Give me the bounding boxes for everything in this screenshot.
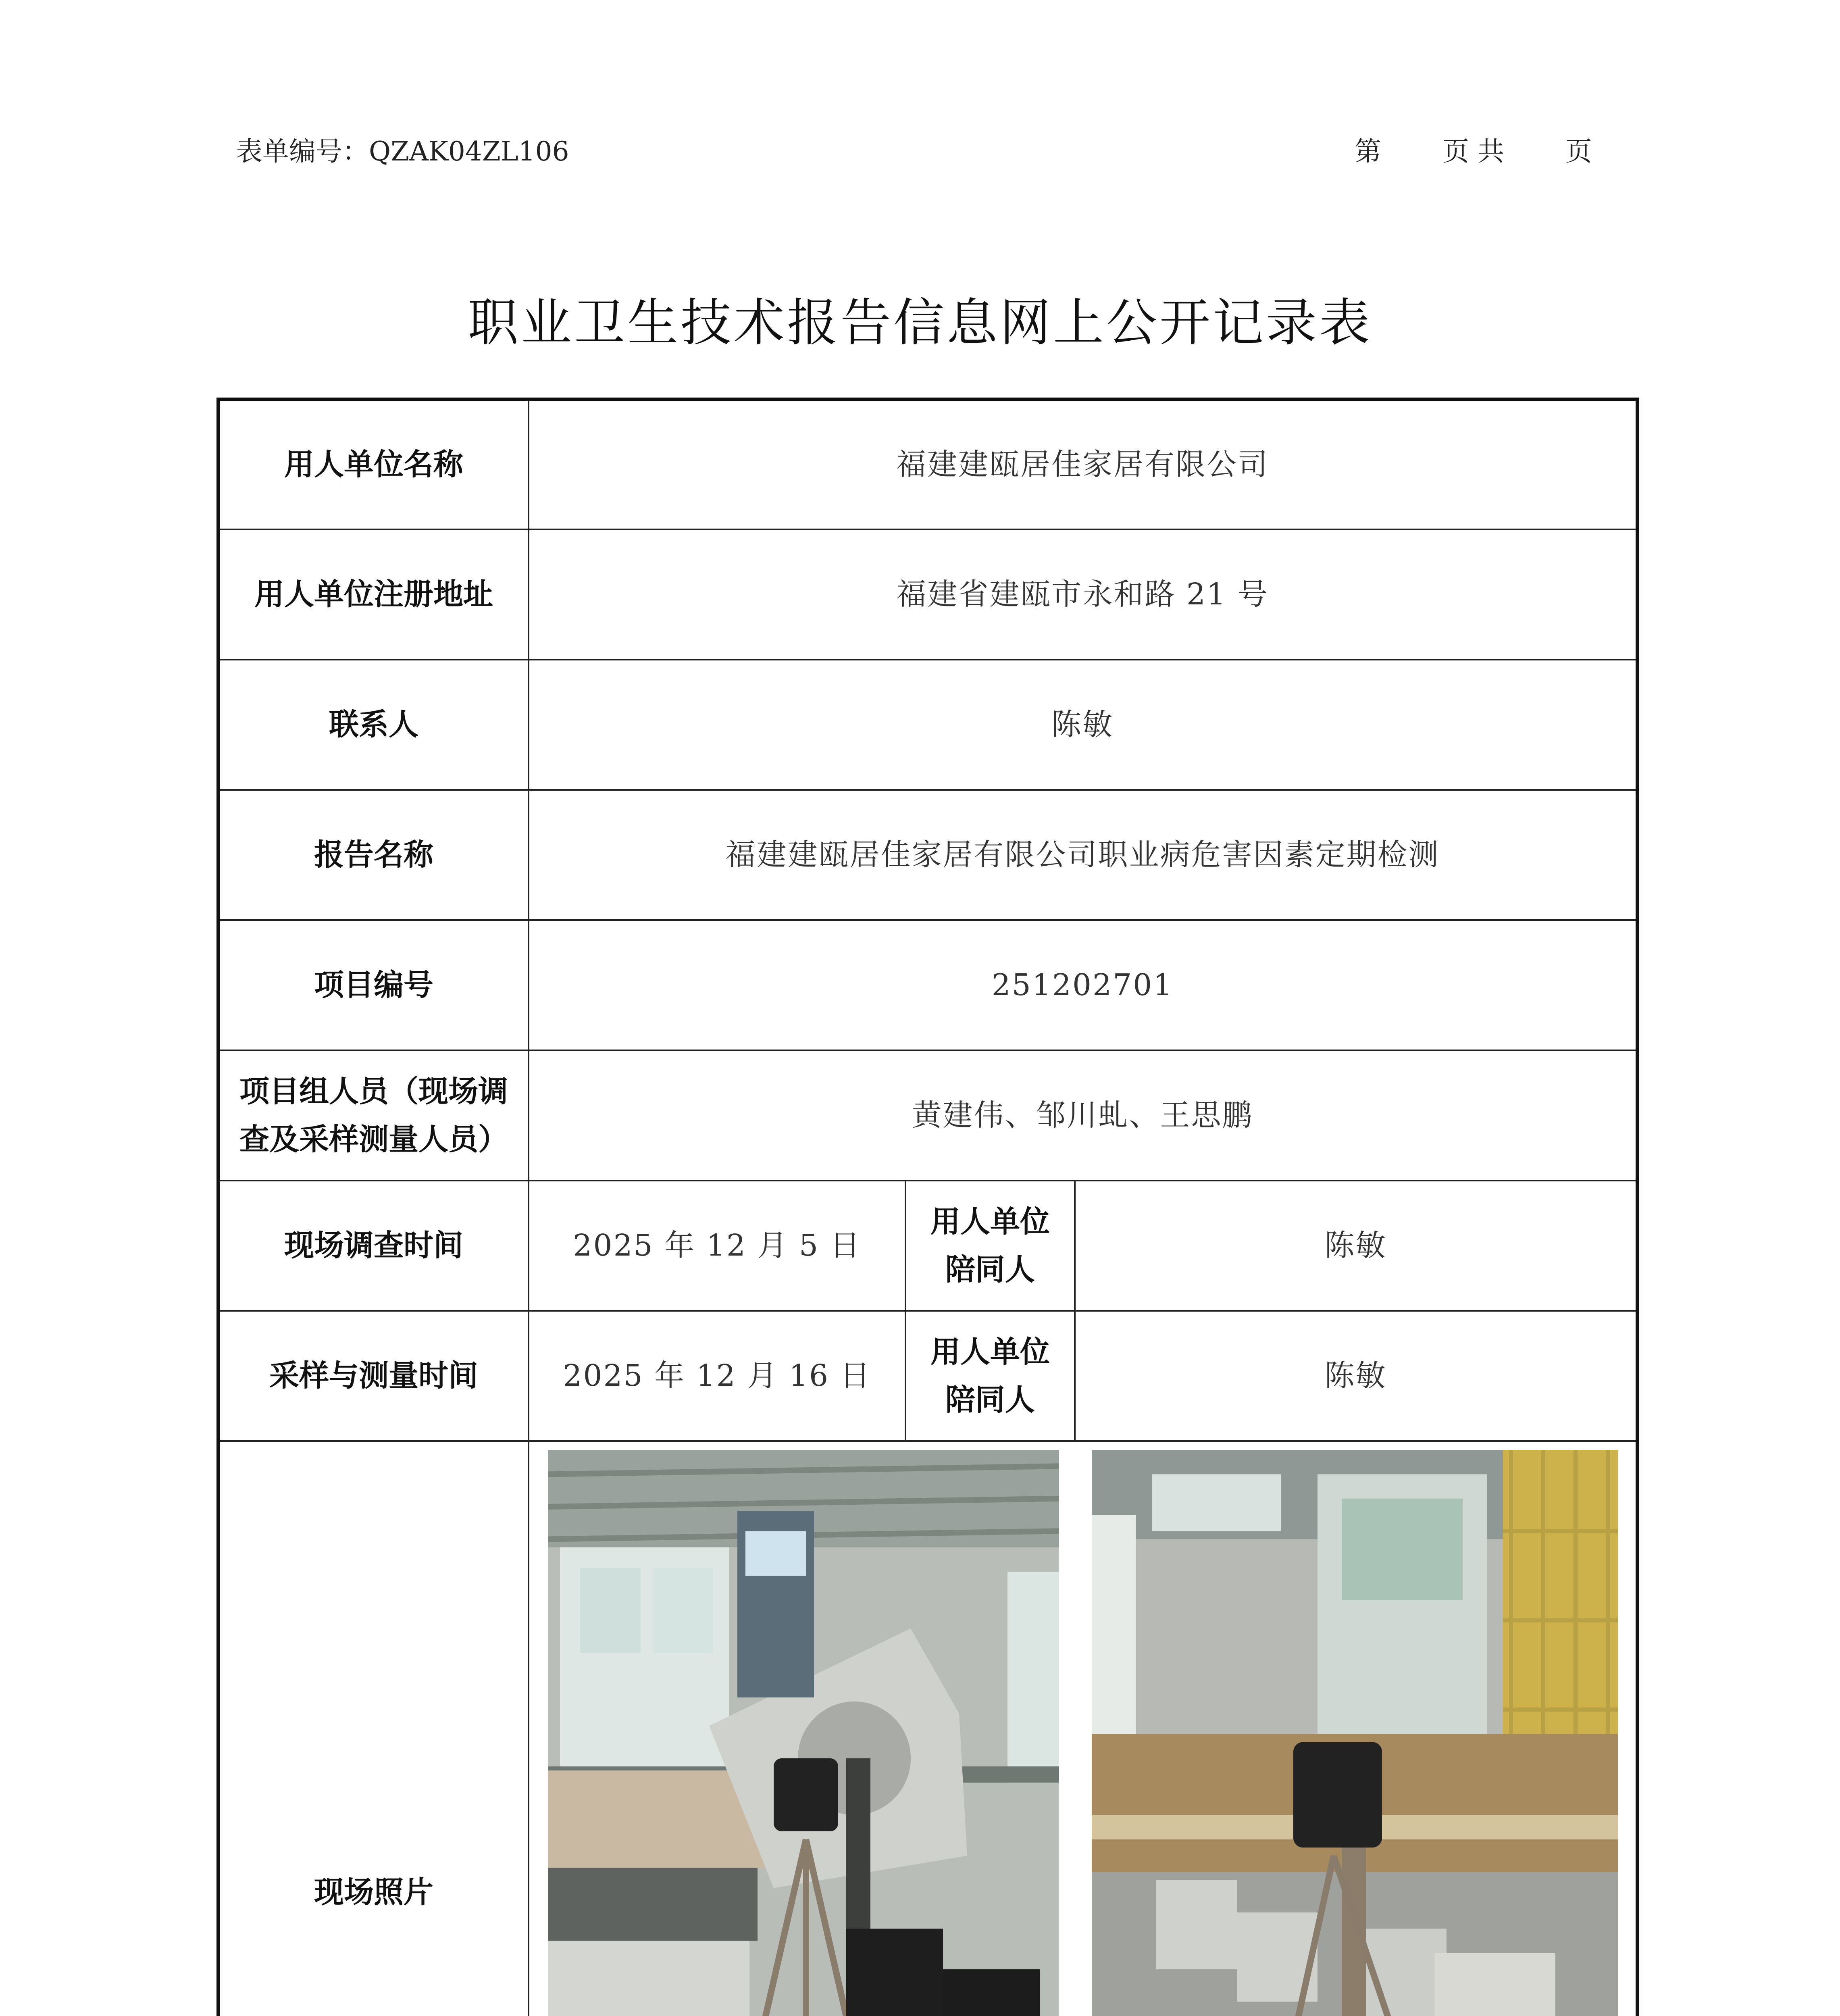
record-table xyxy=(216,398,1639,2016)
row-registered-address xyxy=(218,529,1637,660)
report-name-label: 报告名称 xyxy=(218,790,529,920)
employer-name-label: 用人单位名称 xyxy=(218,399,529,529)
sampling-companion-label: 用人单位陪同人 xyxy=(905,1311,1075,1441)
registered-address-label: 用人单位注册地址 xyxy=(218,529,529,660)
row-contact xyxy=(218,660,1637,790)
page-ye: 页 xyxy=(1565,136,1592,167)
row-sampling-time xyxy=(218,1311,1637,1441)
site-photo-2 xyxy=(1092,1450,1618,2016)
project-number-value: 251202701 xyxy=(529,920,1637,1050)
photos-cell xyxy=(529,1441,1637,2016)
row-employer-name xyxy=(218,399,1637,529)
site-photo-1 xyxy=(548,1450,1059,2016)
team-members-value: 黄建伟、邹川虬、王思鹏 xyxy=(529,1050,1637,1181)
survey-companion-value: 陈敏 xyxy=(1075,1181,1637,1311)
sampling-time-value: 2025 年 12 月 16 日 xyxy=(529,1311,905,1441)
row-project-number xyxy=(218,920,1637,1050)
site-photo-1-image xyxy=(548,1450,1059,2016)
page-di: 第 xyxy=(1355,136,1381,167)
report-name-value: 福建建瓯居佳家居有限公司职业病危害因素定期检测 xyxy=(529,790,1637,920)
employer-name-value: 福建建瓯居佳家居有限公司 xyxy=(529,399,1637,529)
project-number-label: 项目编号 xyxy=(218,920,529,1050)
team-members-label: 项目组人员（现场调查及采样测量人员） xyxy=(218,1050,529,1181)
sampling-companion-value: 陈敏 xyxy=(1075,1311,1637,1441)
page-ye-gong: 页 共 xyxy=(1442,136,1504,167)
row-survey-time xyxy=(218,1181,1637,1311)
site-photo-2-image xyxy=(1092,1450,1618,2016)
survey-companion-label: 用人单位陪同人 xyxy=(905,1181,1075,1311)
row-photos xyxy=(218,1441,1637,2016)
survey-time-value: 2025 年 12 月 5 日 xyxy=(529,1181,905,1311)
contact-value: 陈敏 xyxy=(529,660,1637,790)
contact-label: 联系人 xyxy=(218,660,529,790)
row-report-name xyxy=(218,790,1637,920)
document-title: 职业卫生技术报告信息网上公开记录表 xyxy=(468,293,1372,352)
photos-label: 现场照片 xyxy=(218,1441,529,2016)
row-team-members xyxy=(218,1050,1637,1181)
sampling-time-label: 采样与测量时间 xyxy=(218,1311,529,1441)
registered-address-value: 福建省建瓯市永和路 21 号 xyxy=(529,529,1637,660)
form-number: 表单编号：QZAK04ZL106 xyxy=(236,136,569,167)
page-indicator xyxy=(1355,130,1592,168)
survey-time-label: 现场调查时间 xyxy=(218,1181,529,1311)
photos-container xyxy=(529,1442,1636,2016)
